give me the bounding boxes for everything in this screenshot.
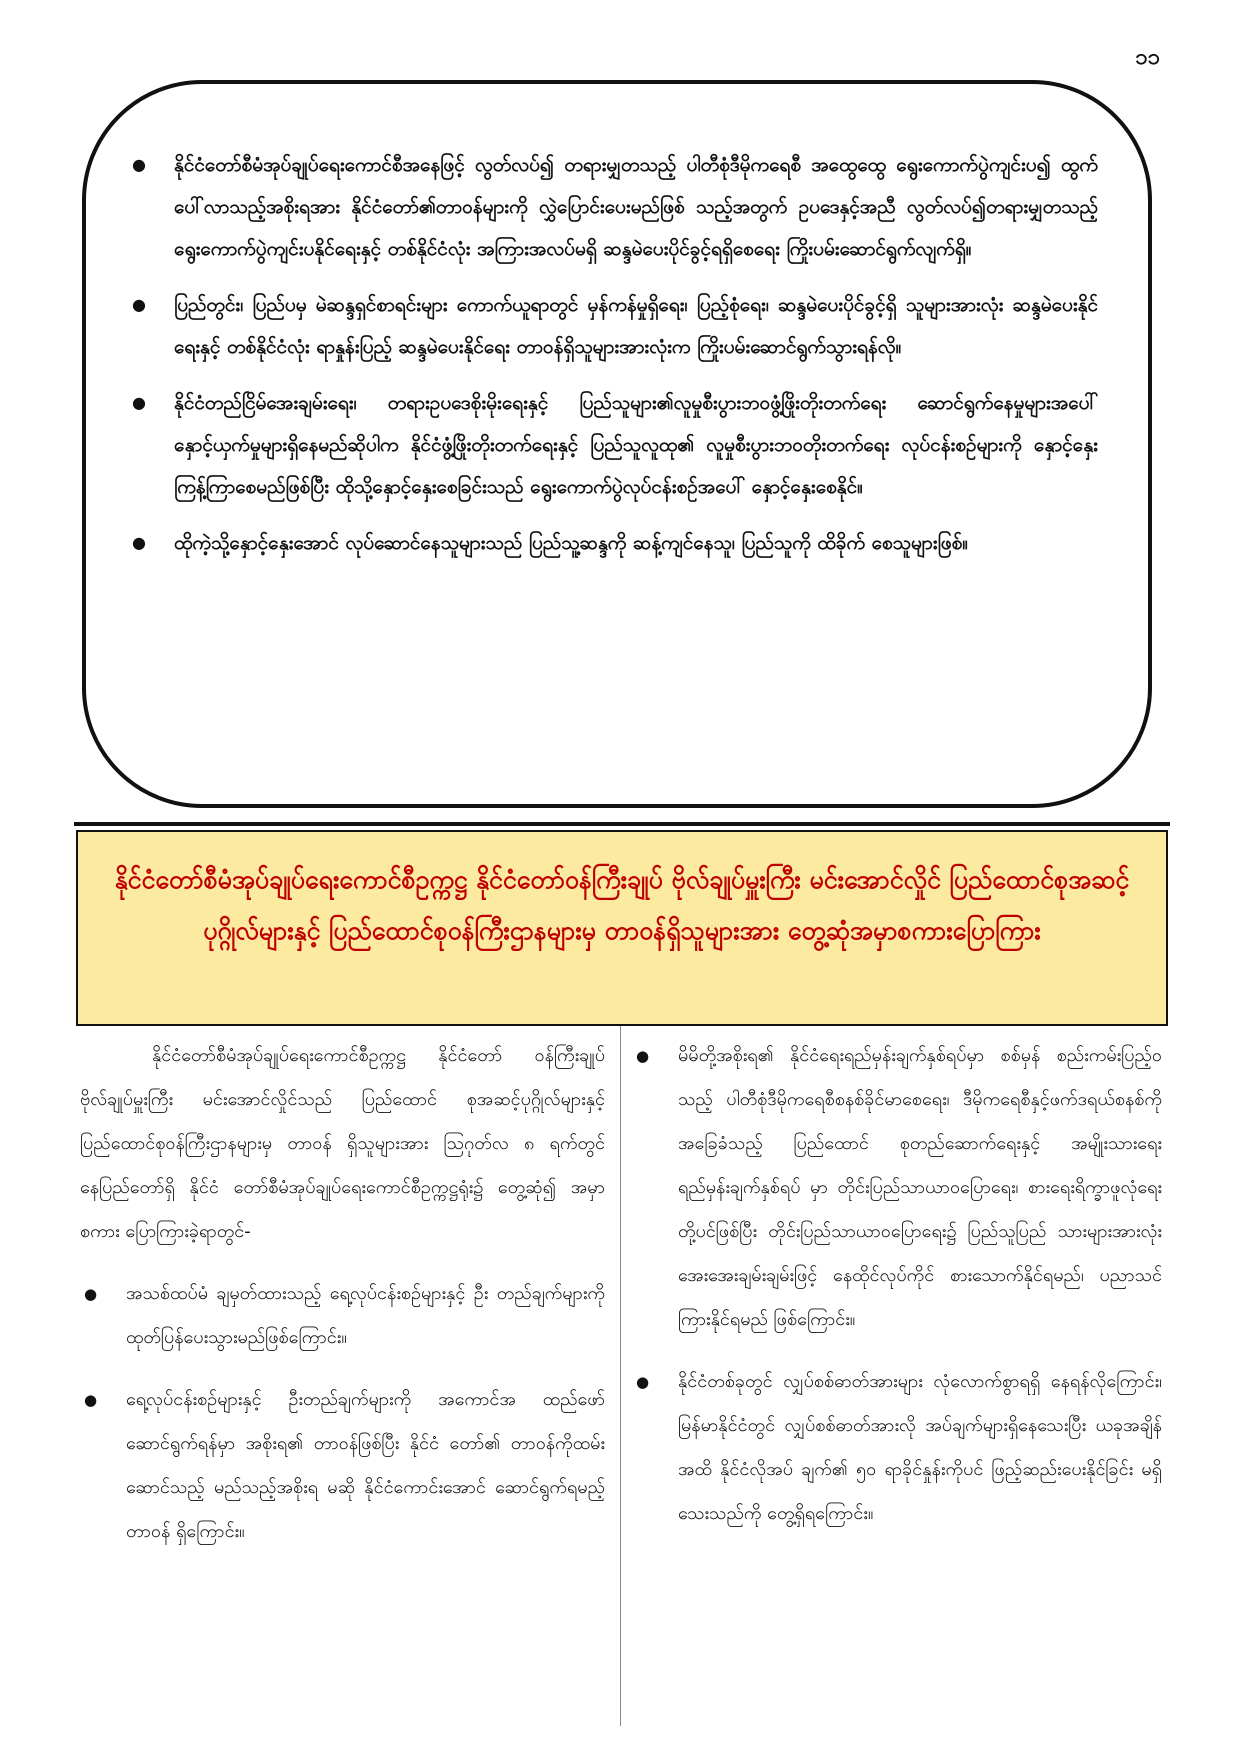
- right-bullet-list: [632, 1034, 1162, 1536]
- left-bullet-1: ● အသစ်ထပ်မံ ချမှတ်ထားသည့် ရေ့လုပ်ငန်းစဉ်များနှင့် ဦး တည်ချက်များကို ထုတ်ပြန်ပေးသွားမည်ဖြစ်ကြောင်း။: [80, 1272, 605, 1360]
- page-number: ၁၁: [1135, 45, 1160, 70]
- left-bullet-2: ● ရေ့လုပ်ငန်းစဉ်များနှင့် ဦးတည်ချက်များကို အကောင်အ ထည်ဖော်ဆောင်ရွက်ရန်မှာ အစိုးရ၏ တာဝန်ဖြစ်ပြီး နိုင်ငံ တော်၏ တာဝန်ကိုထမ်းဆောင်သည့် မည်သည့်အစိုးရ မဆို နိုင်ငံကောင်းအောင် ဆောင်ရွက်ရမည့်တာဝန် ရှိကြောင်း။: [80, 1378, 605, 1554]
- key-points-list: [126, 144, 1098, 564]
- right-column: [632, 1034, 1162, 1554]
- key-point-3: ● နိုင်ငံတည်ငြိမ်အေးချမ်းရေး၊ တရားဥပဒေစိုးမိုးရေးနှင့် ပြည်သူများ၏လူမှုစီးပွားဘဝဖွံ့ဖြိုးတိုးတက်ရေး ဆောင်ရွက်နေမှုများအပေါ် နှောင့်ယှက်မှုများရှိနေမည်ဆိုပါက နိုင်ငံဖွံ့ဖြိုးတိုးတက်ရေးနှင့် ပြည်သူလူထု၏ လူမှုစီးပွားဘဝတိုးတက်ရေး လုပ်ငန်းစဉ်များကို နှောင့်နှေးကြန့်ကြာစေမည်ဖြစ်ပြီး ထိုသို့နှောင့်နှေးစေခြင်းသည် ရွေးကောက်ပွဲလုပ်ငန်းစဉ်အပေါ် နှောင့်နှေးစေနိုင်။: [126, 382, 1098, 508]
- left-column: [80, 1034, 605, 1572]
- key-point-1: ● နိုင်ငံတော်စီမံအုပ်ချုပ်ရေးကောင်စီအနေဖြင့် လွတ်လပ်၍ တရားမျှတသည့် ပါတီစုံဒီမိုကရေစီ အထွေထွေ ရွေးကောက်ပွဲကျင်းပ၍ ထွက်ပေါ်လာသည့်အစိုးရအား နိုင်ငံတော်၏တာဝန်များကို လွှဲပြောင်းပေးမည်ဖြစ် သည့်အတွက် ဥပဒေနှင့်အညီ လွတ်လပ်၍တရားမျှတသည့် ရွေးကောက်ပွဲကျင်းပနိုင်ရေးနှင့် တစ်နိုင်ငံလုံး အကြားအလပ်မရှိ ဆန္ဒမဲပေးပိုင်ခွင့်ရရှိစေရေး ကြိုးပမ်းဆောင်ရွက်လျက်ရှိ။: [126, 144, 1098, 270]
- key-point-2: ● ပြည်တွင်း၊ ပြည်ပမှ မဲဆန္ဒရှင်စာရင်းများ ကောက်ယူရာတွင် မှန်ကန်မှုရှိရေး၊ ပြည့်စုံရေး၊ ဆန္ဒမဲပေးပိုင်ခွင့်ရှိ သူများအားလုံး ဆန္ဒမဲပေးနိုင်ရေးနှင့် တစ်နိုင်ငံလုံး ရာနှုန်းပြည့် ဆန္ဒမဲပေးနိုင်ရေး တာဝန်ရှိသူများအားလုံးက ကြိုးပမ်းဆောင်ရွက်သွားရန်လို။: [126, 284, 1098, 368]
- key-points-box: [82, 80, 1152, 808]
- right-bullet-1: ● မိမိတို့အစိုးရ၏ နိုင်ငံရေးရည်မှန်းချက်နှစ်ရပ်မှာ စစ်မှန် စည်းကမ်းပြည့်ဝသည့် ပါတီစုံဒီမိုကရေစီစနစ်ခိုင်မာစေရေး၊ ဒီမိုကရေစီနှင့်ဖက်ဒရယ်စနစ်ကိုအခြေခံသည့် ပြည်ထောင် စုတည်ဆောက်ရေးနှင့် အမျိုးသားရေးရည်မှန်းချက်နှစ်ရပ် မှာ တိုင်းပြည်သာယာဝပြောရေး၊ စားရေးရိက္ခာဖူလုံရေး တို့ပင်ဖြစ်ပြီး တိုင်းပြည်သာယာဝပြောရေး၌ ပြည်သူပြည် သားများအားလုံး အေးအေးချမ်းချမ်းဖြင့် နေထိုင်လုပ်ကိုင် စားသောက်နိုင်ရမည်၊ ပညာသင်ကြားနိုင်ရမည် ဖြစ်ကြောင်း။: [632, 1034, 1162, 1342]
- column-divider: [620, 1026, 621, 1726]
- left-bullet-list: [80, 1272, 605, 1554]
- right-bullet-2: ● နိုင်ငံတစ်ခုတွင် လျှပ်စစ်ဓာတ်အားများ လုံလောက်စွာရရှိ နေရန်လိုကြောင်း၊ မြန်မာနိုင်ငံတွင် လျှပ်စစ်ဓာတ်အားလို အပ်ချက်များရှိနေသေးပြီး ယခုအချိန်အထိ နိုင်ငံလိုအပ် ချက်၏ ၅၀ ရာခိုင်နှုန်းကိုပင် ဖြည့်ဆည်းပေးနိုင်ခြင်း မရှိ သေးသည်ကို တွေ့ရှိရကြောင်း။: [632, 1360, 1162, 1536]
- intro-paragraph: နိုင်ငံတော်စီမံအုပ်ချုပ်ရေးကောင်စီဥက္ကဋ္ဌ နိုင်ငံတော် ဝန်ကြီးချုပ် ဗိုလ်ချုပ်မှူးကြီး မင်းအောင်လှိုင်သည် ပြည်ထောင် စုအဆင့်ပုဂ္ဂိုလ်များနှင့် ပြည်ထောင်စုဝန်ကြီးဌာနများမှ တာဝန် ရှိသူများအား ဩဂုတ်လ ၈ ရက်တွင် နေပြည်တော်ရှိ နိုင်ငံ တော်စီမံအုပ်ချုပ်ရေးကောင်စီဥက္ကဋ္ဌရုံး၌ တွေ့ဆုံ၍ အမှာစကား ပြောကြားခဲ့ရာတွင်-: [80, 1045, 605, 1242]
- key-point-4: ● ထိုကဲ့သို့နှောင့်နှေးအောင် လုပ်ဆောင်နေသူများသည် ပြည်သူ့ဆန္ဒကို ဆန့်ကျင်နေသူ၊ ပြည်သူကို ထိခိုက် စေသူများဖြစ်။: [126, 522, 1098, 564]
- section-divider: [74, 822, 1170, 826]
- article-headline: နိုင်ငံတော်စီမံအုပ်ချုပ်ရေးကောင်စီဥက္ကဋ္ဌ နိုင်ငံတော်ဝန်ကြီးချုပ် ဗိုလ်ချုပ်မှူးကြီး မင်းအောင်လှိုင် ပြည်ထောင်စုအဆင့်ပုဂ္ဂိုလ်များနှင့် ပြည်ထောင်စုဝန်ကြီးဌာနများမှ တာဝန်ရှိသူများအား တွေ့ဆုံအမှာစကားပြောကြား: [76, 830, 1168, 1026]
